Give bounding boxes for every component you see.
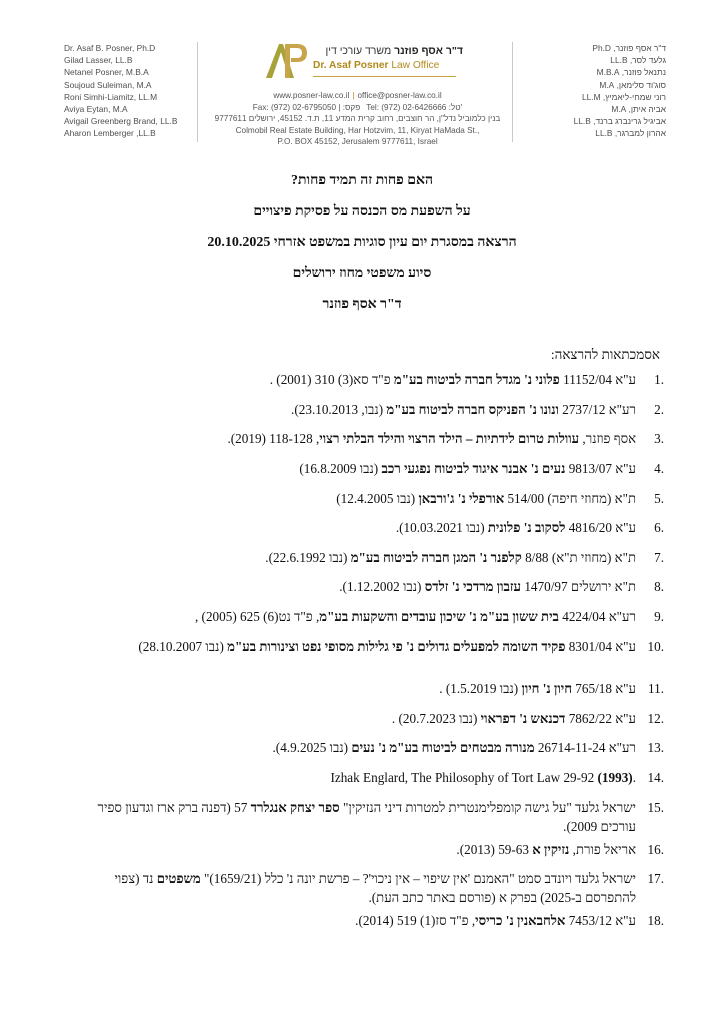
divider [197, 42, 198, 142]
reference-item [80, 869, 664, 907]
staff-name-en: Dr. Asaf B. Posner, Ph.D [64, 43, 156, 53]
reference-case-name: עזבון מרדכי נ' זלדס [424, 579, 522, 594]
reference-citation: 59-63 (2013). [456, 842, 533, 857]
references-heading: אסמכתאות להרצאה: [550, 347, 660, 362]
reference-case-name: משפטים [156, 871, 201, 886]
staff-name-he: ד"ר אסף פוזנר, Ph.D [592, 43, 666, 53]
reference-citation: אסף פוזנר, [579, 431, 636, 446]
reference-item [80, 798, 664, 836]
reference-case-name: לסקוב נ' פלונית [487, 520, 566, 535]
staff-list-he [516, 42, 666, 140]
reference-item [80, 738, 664, 757]
reference-text [265, 550, 636, 565]
reference-case-name: דכנאש נ' דפראוי [480, 711, 566, 726]
address-en-line2: P.O. BOX 45152, Jerusalem 9777611, Israel [277, 137, 438, 147]
reference-citation: ת"א (מחוזי ת"א) 8/88 [521, 550, 636, 565]
reference-case-name: בית ששון בע"מ נ' שיכון עובדים והשקעות בע"מ [319, 609, 559, 624]
address-he: בנין כלמוביל נדל"ן, הר חוצבים, רחוב קרית המדע 11, ת.ד. 45152, ירושלים 9777611 [214, 114, 501, 124]
reference-case-name: נזיקין א [532, 842, 570, 857]
reference-item [80, 429, 664, 448]
reference-item [80, 459, 664, 478]
reference-case-name: ספר יצחק אנגלרד [250, 800, 340, 815]
reference-case-name: (1993) [597, 770, 633, 785]
reference-citation: , 118-128 (2019). [227, 431, 320, 446]
reference-number: 11. [648, 681, 664, 696]
reference-text [339, 579, 636, 594]
address-en-line1: Colmobil Real Estate Building, Har Hotzvim, 11, Kiryat HaMada St., [235, 125, 480, 135]
reference-citation: ישראל גלעד ויונדב סמט "האמנם 'אין שיפוי – אין ניכוי'? – פרשת יונה נ' כלל (1659/21)" [200, 871, 636, 886]
reference-citation: 57 (דפנה ברק ארז וגדעון ספיר עורכים 2009). [97, 800, 636, 834]
reference-number: 13. [647, 740, 664, 755]
contact-phone [205, 102, 510, 114]
title-question: האם פחות זה תמיד פחות? [290, 173, 434, 188]
reference-citation: פ"ד סא(3) 310 (2001) . [269, 372, 394, 387]
fax-number: Fax: (972) 02-6795050 | :פקס [252, 102, 361, 112]
reference-number: 9. [654, 609, 664, 624]
firm-name-he: ד"ר אסף פוזנר משרד עורכי דין [325, 45, 463, 57]
reference-citation: (נבו 12.4.2005) [336, 491, 419, 506]
reference-text [456, 842, 636, 857]
staff-list-en [64, 42, 199, 140]
reference-text [355, 913, 636, 928]
reference-citation: (נבו 22.6.1992). [265, 550, 351, 565]
reference-text [336, 491, 636, 506]
reference-citation: ע"א 11152/04 [559, 372, 636, 387]
title-author: ד"ר אסף פוזנר [322, 297, 402, 312]
staff-name-he: אביה איתן, M.A [611, 104, 666, 115]
reference-citation: (נבו 1.5.2019) . [439, 681, 522, 696]
reference-item [80, 911, 664, 930]
reference-number: 15. [647, 800, 664, 815]
reference-citation: . [632, 770, 636, 785]
title-event: הרצאה במסגרת יום עיון סוגיות במשפט אזרחי 20.10.2025 [207, 235, 517, 250]
staff-name-he: רוני שמחי-ליאמיץ, LL.M [581, 91, 666, 102]
firm-name-en: Dr. Asaf Posner Law Office [313, 60, 440, 71]
reference-citation: ע"א 765/18 [572, 681, 636, 696]
staff-name-en: Avigail Greenberg Brand, LL.B [64, 116, 178, 127]
staff-name-en: Netanel Posner, M.B.A [64, 67, 149, 78]
staff-name-en: Aviya Eytan, M.A [64, 104, 128, 115]
reference-number: 17. [647, 871, 664, 886]
reference-number: 5. [654, 491, 664, 506]
reference-citation: ע"א 8301/04 [565, 639, 636, 654]
reference-citation: ת"א (מחוזי חיפה) 514/00 [504, 491, 636, 506]
reference-citation: (נבו 10.03.2021). [395, 520, 488, 535]
website-link[interactable]: www.posner-law.co.il [273, 91, 350, 100]
title-subject: על השפעת מס הכנסה על פסיקת פיצויים [253, 204, 471, 219]
reference-text [299, 461, 636, 476]
reference-text [98, 800, 636, 834]
letterhead-center [205, 40, 510, 148]
firm-underline [313, 76, 456, 77]
reference-case-name: חיון נ' חיון [521, 681, 572, 696]
reference-number: 7. [654, 550, 664, 565]
reference-item [80, 709, 664, 728]
email-link[interactable]: office@posner-law.co.il [357, 91, 442, 100]
reference-item [80, 607, 664, 626]
reference-number: 3. [654, 431, 664, 446]
reference-text [396, 520, 636, 535]
reference-number: 16. [647, 842, 664, 857]
reference-citation: (נבו 20.7.2023) . [391, 711, 481, 726]
reference-case-name: עוולות טרום לידתיות – הילד הרצוי והילד הבלתי רצוי [319, 431, 580, 446]
reference-case-name: אורפלי נ' ג'ורבאן [418, 491, 505, 506]
reference-citation: Izhak Englard, The Philosophy of Tort Law 29-92 [330, 770, 598, 785]
reference-citation: ע"א 9813/07 [565, 461, 636, 476]
reference-case-name: אלחבאנין נ' כריסי [475, 913, 566, 928]
reference-citation: , פ"ד סז(1) 519 (2014). [355, 913, 476, 928]
reference-citation: נד (צפוי להתפרסם ב-2025) בפרק א (פורסם באתר כתב העת). [114, 871, 636, 905]
reference-number: 10. [647, 639, 664, 654]
reference-citation: רע"א 4224/04 [558, 609, 636, 624]
reference-citation: ע"א 7862/22 [565, 711, 636, 726]
reference-text [392, 711, 636, 726]
reference-text [114, 871, 636, 905]
reference-citation: (נבו 16.8.2009) [299, 461, 382, 476]
staff-name-he: נתנאל פוזנר, M.B.A [596, 67, 666, 78]
reference-text [439, 681, 636, 696]
staff-name-en: Aharon Lemberger ,LL.B [64, 128, 156, 139]
staff-name-en: Soujoud Suleiman, M.A [64, 79, 152, 90]
staff-name-en: Roni Simhi-Liamitz, LL.M [64, 91, 158, 102]
reference-item [80, 840, 664, 859]
reference-item [80, 400, 664, 419]
reference-item [80, 518, 664, 537]
staff-name-he: אביגיל גרינברג ברנד, LL.B [573, 116, 666, 127]
reference-case-name: קלפנר נ' המגן חברה לביטוח בע"מ [350, 550, 522, 565]
reference-text [330, 770, 636, 785]
reference-citation: ישראל גלעד "על גישה קומפלימנטרית למטרות דיני הנזיקין" [339, 800, 636, 815]
reference-number: 1. [654, 372, 664, 387]
divider [512, 42, 513, 142]
reference-item [80, 548, 664, 567]
reference-citation: ת"א ירושלים 1470/97 [521, 579, 636, 594]
reference-citation: , פ"ד נט(6) 625 (2005) , [194, 609, 320, 624]
reference-item [80, 370, 664, 389]
reference-citation: רע"א 26714-11-24 [534, 740, 636, 755]
contact-web: www.posner-law.co.il | office@posner-law.co.il [273, 91, 442, 100]
reference-number: 12. [647, 711, 664, 726]
reference-item [80, 489, 664, 508]
reference-item [80, 577, 664, 596]
reference-number: 18. [647, 913, 664, 928]
reference-item [80, 679, 664, 698]
reference-text [227, 431, 636, 446]
reference-number: 14. [647, 770, 664, 785]
reference-case-name: נעים נ' אבנר איגוד לביטוח נפגעי רכב [381, 461, 566, 476]
reference-item [80, 637, 664, 656]
logo-icon [263, 40, 309, 80]
reference-citation: ע"א 7453/12 [565, 913, 636, 928]
staff-name-he: אהרון למברגר, LL.B [595, 128, 666, 139]
reference-citation: (נבו 28.10.2007) [138, 639, 228, 654]
reference-case-name: מנורה מבטחים לביטוח בע"מ נ' נעים [351, 740, 535, 755]
reference-case-name: ונונו נ' הפניקס חברה לביטוח בע"מ [386, 402, 559, 417]
reference-number: 2. [654, 402, 664, 417]
reference-text [195, 609, 636, 624]
lecture-titles [40, 172, 684, 327]
reference-citation: ע"א 4816/20 [565, 520, 636, 535]
reference-number: 6. [654, 520, 664, 535]
reference-number: 4. [654, 461, 664, 476]
reference-citation: (נבו 1.12.2002). [339, 579, 425, 594]
staff-name-he: סוג'וד סלימאן, M.A [599, 79, 666, 90]
phone-number: Tel: (972) 02-6426666 :טל' [366, 102, 463, 112]
reference-text [138, 639, 636, 654]
reference-case-name: פקיד השומה למפעלים גדולים נ' פי גלילות מסופי נפט וצינורות בע"מ [227, 639, 566, 654]
reference-citation: (נבו, 23.10.2013). [291, 402, 387, 417]
reference-number: 8. [654, 579, 664, 594]
staff-name-en: Gilad Lasser, LL.B [64, 55, 133, 66]
reference-case-name: פלוני נ' מגדל חברה לביטוח בע"מ [393, 372, 560, 387]
reference-citation: אריאל פורת, [569, 842, 636, 857]
reference-text [273, 740, 637, 755]
staff-name-he: גלעד לסר, LL.B [610, 55, 666, 66]
reference-citation: רע"א 2737/12 [558, 402, 636, 417]
reference-item [80, 768, 664, 787]
title-organization: סיוע משפטי מחוז ירושלים [292, 266, 432, 281]
reference-text [270, 372, 636, 387]
reference-text [291, 402, 636, 417]
reference-citation: (נבו 4.9.2025). [272, 740, 352, 755]
